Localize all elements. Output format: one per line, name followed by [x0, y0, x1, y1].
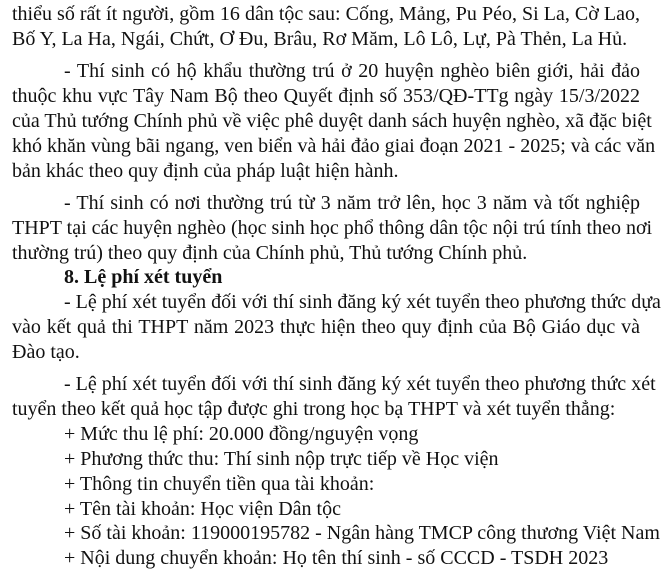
list-item: + Mức thu lệ phí: 20.000 đồng/nguyện vọng [64, 423, 419, 445]
list-item: + Nội dung chuyển khoản: Họ tên thí sinh - số CCCD - TSDH 2023 [64, 547, 609, 569]
text-line: Đào tạo. [12, 341, 80, 363]
list-item: + Phương thức thu: Thí sinh nộp trực tiếp về Học viện [64, 448, 499, 470]
text-line: - Thí sinh có hộ khẩu thường trú ở 20 huyện nghèo biên giới, hải đảo [64, 60, 640, 82]
text-line: - Lệ phí xét tuyển đối với thí sinh đăng ký xét tuyển theo phương thức dựa [64, 291, 661, 313]
text-line: Bố Y, La Ha, Ngái, Chứt, Ơ Đu, Brâu, Rơ Măm, Lô Lô, Lự, Pà Thẻn, La Hủ. [12, 28, 628, 50]
text-line: vào kết quả thi THPT năm 2023 thực hiện theo quy định của Bộ Giáo dục và [12, 316, 640, 338]
list-item: + Số tài khoản: 119000195782 - Ngân hàng TMCP công thương Việt Nam [64, 522, 660, 544]
section-heading: 8. Lệ phí xét tuyển [64, 266, 223, 288]
text-line: thường trú) theo quy định của Chính phủ, Thủ tướng Chính phủ. [12, 242, 528, 264]
text-line: tuyển theo kết quả học tập được ghi trong học bạ THPT và xét tuyển thẳng: [12, 398, 616, 420]
text-line: thiểu số rất ít người, gồm 16 dân tộc sau: Cống, Mảng, Pu Péo, Si La, Cờ Lao, [12, 3, 640, 25]
text-line: THPT tại các huyện nghèo (học sinh học phổ thông dân tộc nội trú tính theo nơi [12, 217, 653, 239]
text-line: bản khác theo quy định của pháp luật hiện hành. [12, 160, 399, 182]
list-item: + Tên tài khoản: Học viện Dân tộc [64, 498, 341, 520]
list-item: + Thông tin chuyển tiền qua tài khoản: [64, 473, 375, 495]
text-line: của Thủ tướng Chính phủ về việc phê duyệt danh sách huyện nghèo, xã đặc biệt [12, 110, 652, 132]
text-line: khó khăn vùng bãi ngang, ven biển và hải đảo giai đoạn 2021 - 2025; và các văn [12, 135, 656, 157]
text-line: - Lệ phí xét tuyển đối với thí sinh đăng ký xét tuyển theo phương thức xét [64, 373, 656, 395]
text-line: - Thí sinh có nơi thường trú từ 3 năm trở lên, học 3 năm và tốt nghiệp [64, 192, 640, 214]
text-line: thuộc khu vực Tây Nam Bộ theo Quyết định số 353/QĐ-TTg ngày 15/3/2022 [12, 85, 640, 107]
